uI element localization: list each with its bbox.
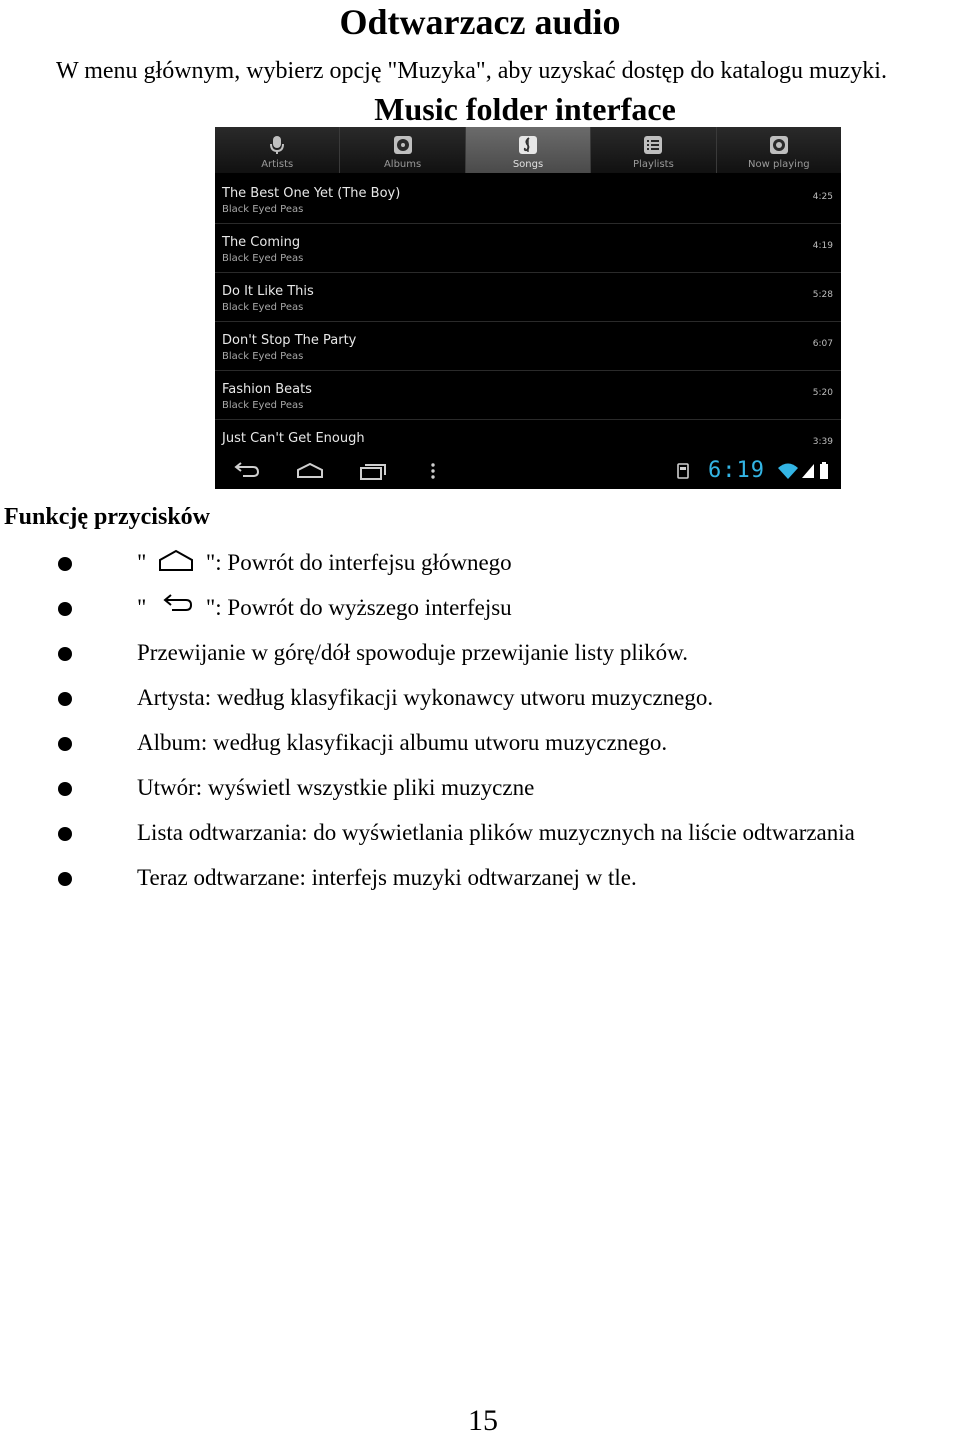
- page-number: 15: [468, 1404, 498, 1437]
- status-clock: 6:19: [708, 458, 765, 483]
- song-row[interactable]: [215, 371, 841, 420]
- song-title: Do It Like This: [222, 284, 314, 299]
- notification-icon: [676, 461, 690, 481]
- song-title: Just Can't Get Enough: [222, 431, 365, 446]
- recent-apps-icon[interactable]: [358, 461, 388, 481]
- song-duration: 4:25: [812, 192, 833, 202]
- tab-label: Playlists: [633, 159, 674, 170]
- signal-icon: [801, 461, 815, 481]
- list-item: [0, 683, 960, 728]
- list-item: [0, 818, 960, 863]
- bullet-dot: [58, 827, 72, 841]
- song-title: Don't Stop The Party: [222, 333, 357, 348]
- tab-label: Now playing: [748, 159, 810, 170]
- playlist-icon: [642, 134, 664, 156]
- song-list[interactable]: [215, 175, 841, 469]
- battery-icon: [819, 461, 829, 481]
- now-playing-icon: [768, 134, 790, 156]
- system-nav-bar: [215, 455, 841, 489]
- list-item: [0, 548, 960, 593]
- song-row[interactable]: [215, 322, 841, 371]
- song-duration: 6:07: [812, 339, 833, 349]
- list-item: [0, 638, 960, 683]
- bullet-dot: [58, 557, 72, 571]
- music-note-icon: [517, 134, 539, 156]
- list-item: [0, 863, 960, 908]
- bullet-dot: [58, 602, 72, 616]
- music-tab-bar: [215, 127, 841, 173]
- song-artist: Black Eyed Peas: [222, 302, 304, 313]
- back-icon[interactable]: [231, 461, 261, 481]
- song-row[interactable]: [215, 273, 841, 322]
- song-artist: Black Eyed Peas: [222, 351, 304, 362]
- tab-label: Albums: [383, 159, 422, 170]
- quote-open: ": [137, 595, 147, 620]
- tab-artists[interactable]: [215, 127, 340, 173]
- bullet-dot: [58, 872, 72, 886]
- feature-list: [0, 548, 960, 908]
- bullet-text: Przewijanie w górę/dół spowoduje przewijanie listy plików.: [137, 640, 689, 665]
- section-title: Funkcję przycisków: [4, 504, 210, 530]
- bullet-dot: [58, 782, 72, 796]
- song-duration: 5:28: [812, 290, 833, 300]
- bullet-text: Album: według klasyfikacji albumu utworu muzycznego.: [137, 730, 668, 755]
- list-item: [0, 728, 960, 773]
- tab-songs[interactable]: [466, 127, 591, 173]
- bullet-dot: [58, 647, 72, 661]
- back-description: ": Powrót do wyższego interfejsu: [205, 595, 512, 620]
- home-icon: [158, 548, 194, 574]
- tab-albums[interactable]: [340, 127, 465, 173]
- tab-label: Songs: [512, 159, 544, 170]
- intro-text: W menu głównym, wybierz opcję "Muzyka", aby uzyskać dostęp do katalogu muzyki.: [56, 58, 887, 84]
- quote-open: ": [137, 550, 147, 575]
- tab-now-playing[interactable]: [717, 127, 841, 173]
- song-duration: 4:19: [812, 241, 833, 251]
- song-row[interactable]: [215, 175, 841, 224]
- microphone-icon: [266, 134, 288, 156]
- song-duration: 5:20: [812, 388, 833, 398]
- bullet-text: Artysta: według klasyfikacji wykonawcy utworu muzycznego.: [137, 685, 714, 710]
- page-title: Odtwarzacz audio: [339, 2, 621, 42]
- list-item: [0, 773, 960, 818]
- bullet-text: Utwór: wyświetl wszystkie pliki muzyczne: [137, 775, 535, 800]
- album-icon: [392, 134, 414, 156]
- song-artist: Black Eyed Peas: [222, 400, 304, 411]
- song-artist: Black Eyed Peas: [222, 204, 304, 215]
- home-description: ": Powrót do interfejsu głównego: [205, 550, 512, 575]
- tab-label: Artists: [261, 159, 294, 170]
- bullet-dot: [58, 692, 72, 706]
- song-row[interactable]: [215, 224, 841, 273]
- song-duration: 3:39: [812, 437, 833, 447]
- tab-playlists[interactable]: [591, 127, 716, 173]
- song-title: The Best One Yet (The Boy): [222, 186, 401, 201]
- music-app-screenshot: [215, 127, 841, 489]
- song-artist: Black Eyed Peas: [222, 253, 304, 264]
- bullet-text: Teraz odtwarzane: interfejs muzyki odtwarzanej w tle.: [137, 865, 637, 890]
- menu-icon[interactable]: [429, 461, 437, 481]
- wifi-icon: [777, 461, 799, 481]
- back-icon: [158, 593, 194, 619]
- song-title: Fashion Beats: [222, 382, 312, 397]
- list-item: [0, 593, 960, 638]
- bullet-text: Lista odtwarzania: do wyświetlania plików muzycznych na liście odtwarzania: [137, 820, 855, 845]
- figure-title: Music folder interface: [374, 91, 676, 127]
- bullet-dot: [58, 737, 72, 751]
- song-title: The Coming: [222, 235, 301, 250]
- home-icon[interactable]: [295, 461, 325, 481]
